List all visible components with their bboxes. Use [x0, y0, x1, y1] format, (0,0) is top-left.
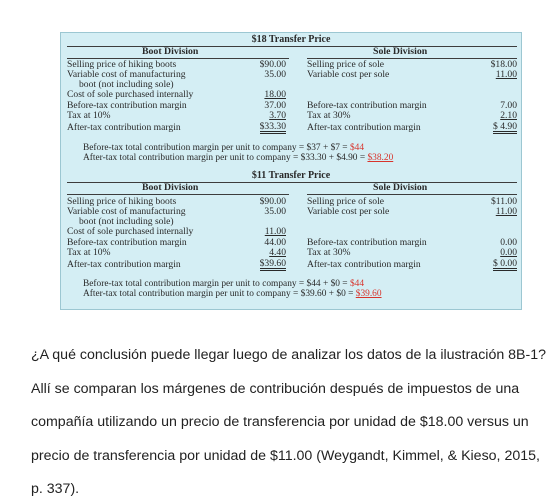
summary-text: Before-tax total contribution margin per unit to company = $44 + $0 = [83, 279, 350, 289]
row-label: Before-tax contribution margin [67, 100, 187, 111]
sole-division-heading: Sole Division [373, 46, 428, 57]
sole-row-variable-cost [307, 70, 517, 80]
row-label: After-tax contribution margin [67, 122, 181, 133]
row-value: 44.00 [264, 237, 286, 248]
row-value: 35.00 [264, 69, 286, 80]
before-tax-total-summary [83, 279, 364, 289]
sole-row-after-tax-cm [307, 260, 517, 270]
summary-total: $44 [349, 279, 364, 289]
summary-text: After-tax total contribution margin per unit to company = $39.60 + $0 = [83, 289, 356, 299]
row-label: Cost of sole purchased internally [67, 226, 194, 237]
row-label: Variable cost of manufacturing [67, 69, 186, 80]
boot-row-tax [67, 248, 289, 258]
sole-row-tax [307, 248, 517, 258]
boot-row-sole-cost [67, 90, 289, 100]
row-label: Before-tax contribution margin [67, 237, 187, 248]
row-value: $33.30 [259, 121, 286, 132]
title-rule [67, 182, 517, 183]
row-value: 35.00 [264, 206, 286, 217]
row-value: 0.00 [500, 237, 517, 248]
boot-row-sole-cost [67, 227, 289, 237]
before-tax-total-summary [83, 143, 364, 153]
row-value: 3.70 [269, 110, 286, 121]
row-value: 7.00 [500, 100, 517, 111]
row-label: Selling price of hiking boots [67, 196, 177, 207]
row-value: 0.00 [500, 247, 517, 258]
summary-total: $44 [349, 143, 364, 153]
row-value: 11.00 [264, 226, 286, 237]
row-value: 4.40 [269, 247, 286, 258]
boot-division-heading: Boot Division [142, 46, 199, 57]
row-value: $ 4.90 [493, 121, 517, 132]
row-value: 37.00 [264, 100, 286, 111]
summary-text: After-tax total contribution margin per unit to company = $33.30 + $4.90 = [83, 153, 368, 163]
row-label: Selling price of hiking boots [67, 59, 177, 70]
row-label: Tax at 30% [307, 110, 351, 121]
sole-row-variable-cost [307, 207, 517, 217]
boot-row-after-tax-cm [67, 123, 289, 133]
row-value: $18.00 [490, 59, 517, 70]
row-label: Tax at 10% [67, 110, 111, 121]
title-rule [67, 46, 517, 47]
summary-text: Before-tax total contribution margin per unit to company = $37 + $7 = [83, 143, 350, 153]
row-label: Before-tax contribution margin [307, 237, 427, 248]
row-value: 2.10 [500, 110, 517, 121]
section-title: $11 Transfer Price [251, 170, 331, 181]
row-value: $90.00 [259, 196, 286, 207]
sole-row-after-tax-cm [307, 123, 517, 133]
boot-row-tax [67, 111, 289, 121]
summary-total: $38.20 [367, 153, 394, 163]
row-label: Variable cost per sole [307, 69, 390, 80]
row-label: Variable cost of manufacturing [67, 206, 186, 217]
row-value: 18.00 [264, 89, 286, 100]
row-label: Before-tax contribution margin [307, 100, 427, 111]
row-label: Tax at 10% [67, 247, 111, 258]
row-label: Selling price of sole [307, 196, 384, 207]
section-title: $18 Transfer Price [251, 34, 331, 45]
row-value: $11.00 [490, 196, 517, 207]
row-label: Selling price of sole [307, 59, 384, 70]
question-paragraph: ¿A qué conclusión puede llegar luego de analizar los datos de la ilustración 8B-1? Allí se comparan los márgenes de contribución después de impuestos de una compañía utilizando un precio de transferencia por unidad de $18.00 versus un precio de transferencia por unidad de $11.00 (Weygandt, Kimmel, & Kieso, 2015, p. 337). [31, 347, 547, 498]
row-label: After-tax contribution margin [67, 259, 181, 270]
row-label: After-tax contribution margin [307, 122, 421, 133]
row-label: After-tax contribution margin [307, 259, 421, 270]
row-value: 11.00 [495, 206, 517, 217]
boot-heading-rule [67, 194, 289, 195]
row-label: Variable cost per sole [307, 206, 390, 217]
summary-total: $39.60 [355, 289, 382, 299]
row-value: 11.00 [495, 69, 517, 80]
row-label: boot (not including sole) [79, 79, 174, 90]
row-value: $90.00 [259, 59, 286, 70]
row-label: boot (not including sole) [79, 216, 174, 227]
transfer-price-illustration [60, 32, 522, 310]
boot-row-after-tax-cm [67, 260, 289, 270]
row-value: $ 0.00 [493, 258, 517, 269]
boot-division-heading: Boot Division [142, 182, 199, 193]
row-value: $39.60 [259, 258, 286, 269]
row-label: Cost of sole purchased internally [67, 89, 194, 100]
after-tax-total-summary [83, 153, 393, 163]
sole-heading-rule [307, 194, 517, 195]
sole-division-heading: Sole Division [373, 182, 428, 193]
sole-row-tax [307, 111, 517, 121]
row-label: Tax at 30% [307, 247, 351, 258]
after-tax-total-summary [83, 289, 382, 299]
